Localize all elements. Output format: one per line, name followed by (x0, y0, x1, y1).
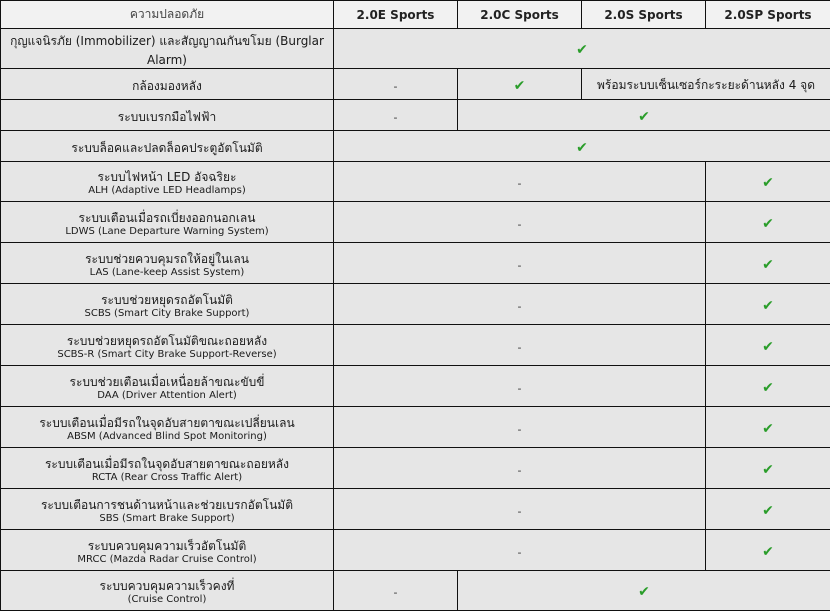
table-row (1, 29, 830, 69)
check-icon: ✔ (762, 338, 774, 355)
table-row (1, 131, 830, 162)
check-icon: ✔ (762, 215, 774, 232)
availability-cell (334, 284, 706, 325)
trim-header-2-0sp-sports: 2.0SP Sports (706, 1, 830, 29)
table-row (1, 202, 830, 243)
table-row (1, 69, 830, 100)
feature-name: ระบบเตือนเมื่อรถเบี่ยงออกนอกเลน (78, 210, 256, 225)
table-row (1, 284, 830, 325)
not-available-dash: - (393, 110, 398, 124)
availability-cell (706, 407, 830, 448)
not-available-dash: - (517, 217, 522, 231)
availability-cell (458, 69, 582, 100)
availability-cell (334, 162, 706, 202)
feature-subtitle: SCBS-R (Smart City Brake Support-Reverse) (57, 348, 277, 360)
availability-cell (334, 407, 706, 448)
feature-subtitle: SCBS (Smart City Brake Support) (84, 307, 250, 319)
feature-name: ระบบควบคุมความเร็วคงที่ (99, 579, 235, 593)
feature-name: ระบบควบคุมความเร็วอัตโนมัติ (87, 538, 247, 553)
trim-header-2-0e-sports: 2.0E Sports (334, 1, 458, 29)
feature-name-cell (1, 325, 334, 366)
feature-subtitle: ALH (Adaptive LED Headlamps) (88, 185, 246, 196)
feature-subtitle: DAA (Driver Attention Alert) (97, 389, 237, 401)
check-icon: ✔ (762, 420, 774, 437)
feature-name: ระบบเตือนเมื่อมีรถในจุดอับสายตาขณะถอยหลัง (44, 456, 289, 471)
feature-subtitle: LDWS (Lane Departure Warning System) (65, 225, 269, 237)
availability-cell (458, 571, 830, 611)
feature-name-cell (1, 29, 334, 69)
feature-name: ระบบช่วยหยุดรถอัตโนมัติ (101, 292, 233, 307)
check-icon: ✔ (513, 77, 526, 94)
feature-name-cell (1, 100, 334, 131)
trim-header-2-0c-sports: 2.0C Sports (458, 1, 582, 29)
table-row (1, 366, 830, 407)
availability-cell (334, 202, 706, 243)
table-row (1, 325, 830, 366)
availability-cell (334, 131, 830, 162)
feature-name-cell (1, 284, 334, 325)
feature-name: ระบบเตือนเมื่อมีรถในจุดอับสายตาขณะเปลี่ยนเลน (39, 415, 295, 430)
not-available-dash: - (393, 79, 398, 93)
availability-cell (706, 202, 830, 243)
feature-subtitle: LAS (Lane-keep Assist System) (89, 266, 245, 278)
availability-cell (706, 284, 830, 325)
availability-cell (334, 100, 458, 131)
feature-subtitle: ABSM (Advanced Blind Spot Monitoring) (67, 430, 267, 442)
check-icon: ✔ (762, 256, 774, 273)
availability-cell (706, 530, 830, 571)
not-available-dash: - (517, 381, 522, 395)
availability-cell (334, 243, 706, 284)
trim-header-2-0s-sports: 2.0S Sports (582, 1, 706, 29)
table-header-row (1, 1, 830, 29)
feature-name: ระบบช่วยควบคุมรถให้อยู่ในเลน (85, 251, 249, 266)
not-available-dash: - (517, 545, 522, 559)
table-row (1, 530, 830, 571)
availability-note-cell (582, 69, 830, 100)
feature-name-cell (1, 407, 334, 448)
not-available-dash: - (393, 586, 398, 599)
table-row (1, 489, 830, 530)
feature-subtitle: SBS (Smart Brake Support) (99, 512, 235, 524)
availability-cell (706, 366, 830, 407)
not-available-dash: - (517, 504, 522, 518)
check-icon: ✔ (762, 175, 774, 191)
not-available-dash: - (517, 299, 522, 313)
availability-cell (334, 366, 706, 407)
table-row (1, 448, 830, 489)
table-row (1, 162, 830, 202)
feature-name-cell (1, 489, 334, 530)
not-available-dash: - (517, 177, 522, 190)
check-icon: ✔ (576, 42, 588, 58)
availability-cell (458, 100, 830, 131)
check-icon: ✔ (762, 543, 774, 560)
availability-note: พร้อมระบบเซ็นเซอร์กะระยะด้านหลัง 4 จุด (597, 77, 815, 92)
not-available-dash: - (517, 463, 522, 477)
availability-cell (334, 448, 706, 489)
feature-name: กล้องมองหลัง (132, 78, 202, 93)
feature-name-cell (1, 243, 334, 284)
check-icon: ✔ (576, 139, 588, 156)
table-row (1, 100, 830, 131)
feature-name: ระบบล็อคและปลดล็อคประตูอัตโนมัติ (71, 140, 263, 155)
feature-subtitle: (Cruise Control) (127, 594, 207, 605)
availability-cell (334, 325, 706, 366)
feature-name-cell (1, 131, 334, 162)
availability-cell (334, 489, 706, 530)
table-body (1, 29, 830, 611)
table-row (1, 571, 830, 611)
feature-subtitle: RCTA (Rear Cross Traffic Alert) (91, 471, 243, 483)
feature-name: กุญแจนิรภัย (Immobilizer) และสัญญาณกันขโมย (Burglar Alarm) (10, 33, 324, 67)
availability-cell (334, 69, 458, 100)
feature-name-cell (1, 571, 334, 611)
not-available-dash: - (517, 340, 522, 354)
check-icon: ✔ (762, 502, 774, 519)
availability-cell (334, 571, 458, 611)
availability-cell (706, 489, 830, 530)
feature-name: ระบบช่วยเตือนเมื่อเหนื่อยล้าขณะขับขี่ (69, 374, 265, 389)
check-icon: ✔ (762, 379, 774, 396)
feature-name-cell (1, 69, 334, 100)
check-icon: ✔ (638, 584, 650, 600)
availability-cell (706, 448, 830, 489)
availability-cell (334, 29, 830, 69)
feature-subtitle: MRCC (Mazda Radar Cruise Control) (77, 553, 257, 565)
not-available-dash: - (517, 258, 522, 272)
check-icon: ✔ (638, 108, 650, 125)
feature-name: ระบบช่วยหยุดรถอัตโนมัติขณะถอยหลัง (66, 333, 268, 348)
availability-cell (706, 325, 830, 366)
feature-name-cell (1, 366, 334, 407)
feature-name-cell (1, 202, 334, 243)
availability-cell (706, 243, 830, 284)
feature-column-header: ความปลอดภัย (1, 1, 334, 29)
check-icon: ✔ (762, 461, 774, 478)
table-row (1, 243, 830, 284)
availability-cell (334, 530, 706, 571)
feature-name-cell (1, 448, 334, 489)
not-available-dash: - (517, 422, 522, 436)
check-icon: ✔ (762, 297, 774, 314)
feature-name-cell (1, 530, 334, 571)
availability-cell (706, 162, 830, 202)
feature-name: ระบบไฟหน้า LED อัจฉริยะ (97, 170, 237, 184)
feature-name: ระบบเตือนการชนด้านหน้าและช่วยเบรกอัตโนมัติ (40, 497, 294, 512)
feature-name-cell (1, 162, 334, 202)
feature-name: ระบบเบรกมือไฟฟ้า (117, 109, 217, 124)
table-row (1, 407, 830, 448)
